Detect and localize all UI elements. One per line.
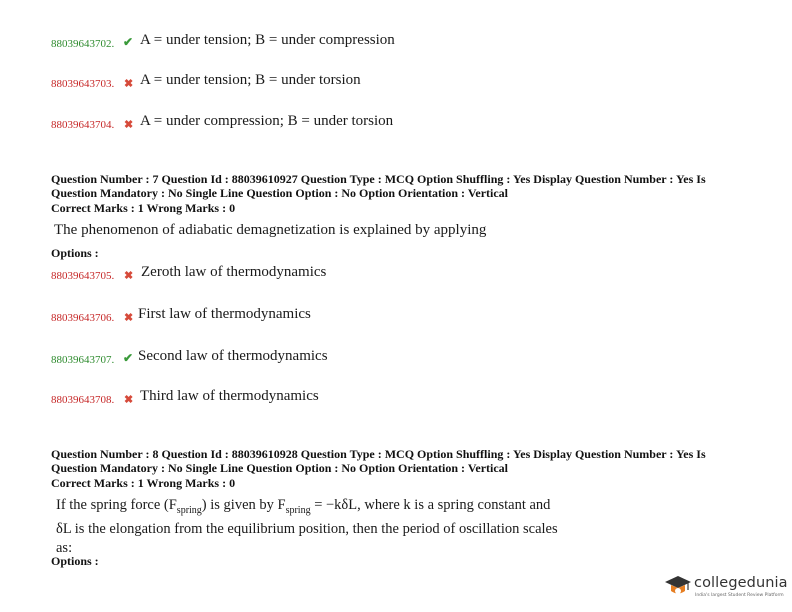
q8-question-text [56,496,616,558]
q8-meta-line2: Question Mandatory : No Single Line Question Option : No Option Orientation : Vertical [51,461,509,475]
option-id: 88039643703. [51,78,115,90]
q7-question-text: The phenomenon of adiabatic demagnetization is explained by applying [54,222,487,238]
wrong-cross-icon: ✖ [124,119,134,131]
option-text: Second law of thermodynamics [138,348,328,364]
graduation-cap-icon [664,572,692,600]
q8-question-line2: δL is the elongation from the equilibrium position, then the period of oscillation scales [56,520,558,537]
option-text: A = under tension; B = under torsion [140,72,361,88]
option-id: 88039643704. [51,119,115,131]
option-id: 88039643708. [51,394,115,406]
option-text: A = under tension; B = under compression [140,32,395,48]
option-id: 88039643702. [51,38,115,50]
wrong-cross-icon: ✖ [124,270,134,282]
option-text: First law of thermodynamics [138,306,311,322]
correct-check-icon: ✔ [123,35,134,49]
wrong-cross-icon: ✖ [124,394,134,406]
option-text: A = under compression; B = under torsion [140,113,394,129]
logo-name: collegedunia [694,575,788,591]
q7-meta-line1: Question Number : 7 Question Id : 88039610927 Question Type : MCQ Option Shuffling : Yes Display Question Number : Yes Is [51,172,706,186]
q7-marks: Correct Marks : 1 Wrong Marks : 0 [51,201,236,215]
q8-marks: Correct Marks : 1 Wrong Marks : 0 [51,476,236,490]
option-id: 88039643705. [51,270,115,282]
option-text: Third law of thermodynamics [140,388,319,404]
q7-options-label: Options : [51,246,99,260]
wrong-cross-icon: ✖ [124,312,134,324]
q7-meta-line2: Question Mandatory : No Single Line Question Option : No Option Orientation : Vertical [51,186,509,200]
q8-question-line3: as: [56,539,73,556]
q8-options-label: Options : [51,554,99,568]
option-id: 88039643706. [51,312,115,324]
correct-check-icon: ✔ [123,351,134,365]
collegedunia-logo [664,570,788,606]
q8-question-line1: If the spring force $(F_{spring})$ is given by $F_{spring} = -k\delta L$, where k is a spring constant and [56,497,551,516]
logo-tagline: India's largest Student Review Platform [695,593,784,598]
wrong-cross-icon: ✖ [124,78,134,90]
option-text: Zeroth law of thermodynamics [141,264,327,280]
option-id: 88039643707. [51,354,115,366]
q8-meta-line1: Question Number : 8 Question Id : 88039610928 Question Type : MCQ Option Shuffling : Yes Display Question Number : Yes Is [51,447,706,461]
